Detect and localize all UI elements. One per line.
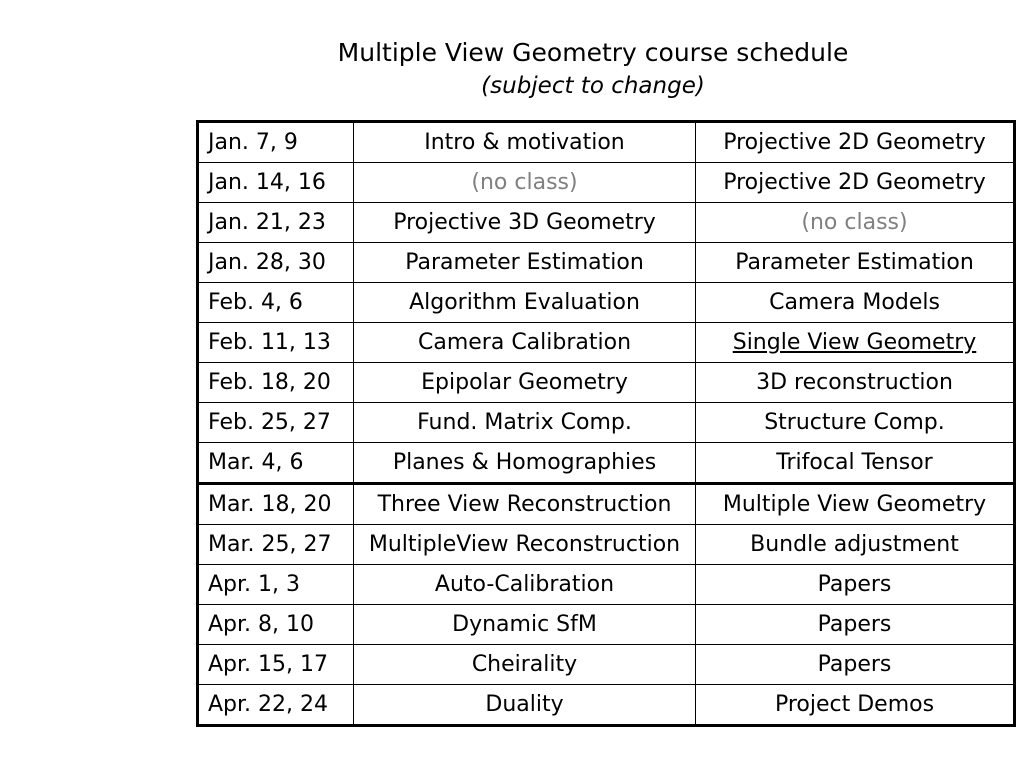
second-class-cell: Projective 2D Geometry [696, 163, 1015, 203]
table-row [198, 243, 1015, 283]
first-class-cell: Auto-Calibration [354, 565, 696, 605]
second-class-cell: Parameter Estimation [696, 243, 1015, 283]
table-row [198, 283, 1015, 323]
second-class-cell: Projective 2D Geometry [696, 122, 1015, 163]
date-cell: Apr. 15, 17 [198, 645, 354, 685]
second-class-cell: Camera Models [696, 283, 1015, 323]
date-cell: Jan. 14, 16 [198, 163, 354, 203]
date-cell: Feb. 25, 27 [198, 403, 354, 443]
second-class-cell: Project Demos [696, 685, 1015, 726]
second-class-cell: Bundle adjustment [696, 525, 1015, 565]
date-cell: Jan. 7, 9 [198, 122, 354, 163]
date-cell: Feb. 18, 20 [198, 363, 354, 403]
table-row [198, 203, 1015, 243]
date-cell: Mar. 18, 20 [198, 484, 354, 525]
second-class-link[interactable]: Single View Geometry [696, 323, 1015, 363]
first-class-cell: Three View Reconstruction [354, 484, 696, 525]
table-row [198, 685, 1015, 726]
table-row [198, 525, 1015, 565]
table-row [198, 605, 1015, 645]
date-cell: Mar. 4, 6 [198, 443, 354, 484]
first-class-cell: Projective 3D Geometry [354, 203, 696, 243]
second-class-cell: Papers [696, 565, 1015, 605]
table-row [198, 163, 1015, 203]
first-class-cell: MultipleView Reconstruction [354, 525, 696, 565]
date-cell: Apr. 8, 10 [198, 605, 354, 645]
first-class-cell: Parameter Estimation [354, 243, 696, 283]
date-cell: Feb. 11, 13 [198, 323, 354, 363]
schedule-table [196, 120, 1016, 727]
second-class-cell: Multiple View Geometry [696, 484, 1015, 525]
second-class-cell: Structure Comp. [696, 403, 1015, 443]
table-row [198, 122, 1015, 163]
table-row [198, 484, 1015, 525]
second-class-cell: Papers [696, 645, 1015, 685]
first-class-cell: Cheirality [354, 645, 696, 685]
second-class-cell: 3D reconstruction [696, 363, 1015, 403]
table-row [198, 645, 1015, 685]
second-class-cell: Papers [696, 605, 1015, 645]
table-row [198, 323, 1015, 363]
first-class-cell: Epipolar Geometry [354, 363, 696, 403]
first-class-cell: (no class) [354, 163, 696, 203]
date-cell: Apr. 22, 24 [198, 685, 354, 726]
first-class-cell: Camera Calibration [354, 323, 696, 363]
date-cell: Apr. 1, 3 [198, 565, 354, 605]
first-class-cell: Fund. Matrix Comp. [354, 403, 696, 443]
date-cell: Feb. 4, 6 [198, 283, 354, 323]
first-class-cell: Duality [354, 685, 696, 726]
first-class-cell: Algorithm Evaluation [354, 283, 696, 323]
second-class-cell: Trifocal Tensor [696, 443, 1015, 484]
second-class-cell: (no class) [696, 203, 1015, 243]
page-subtitle: (subject to change) [481, 73, 705, 99]
page-title: Multiple View Geometry course schedule [337, 38, 849, 67]
date-cell: Jan. 21, 23 [198, 203, 354, 243]
first-class-cell: Dynamic SfM [354, 605, 696, 645]
table-row [198, 443, 1015, 484]
date-cell: Jan. 28, 30 [198, 243, 354, 283]
table-row [198, 363, 1015, 403]
table-row [198, 403, 1015, 443]
date-cell: Mar. 25, 27 [198, 525, 354, 565]
first-class-cell: Planes & Homographies [354, 443, 696, 484]
first-class-cell: Intro & motivation [354, 122, 696, 163]
table-row [198, 565, 1015, 605]
